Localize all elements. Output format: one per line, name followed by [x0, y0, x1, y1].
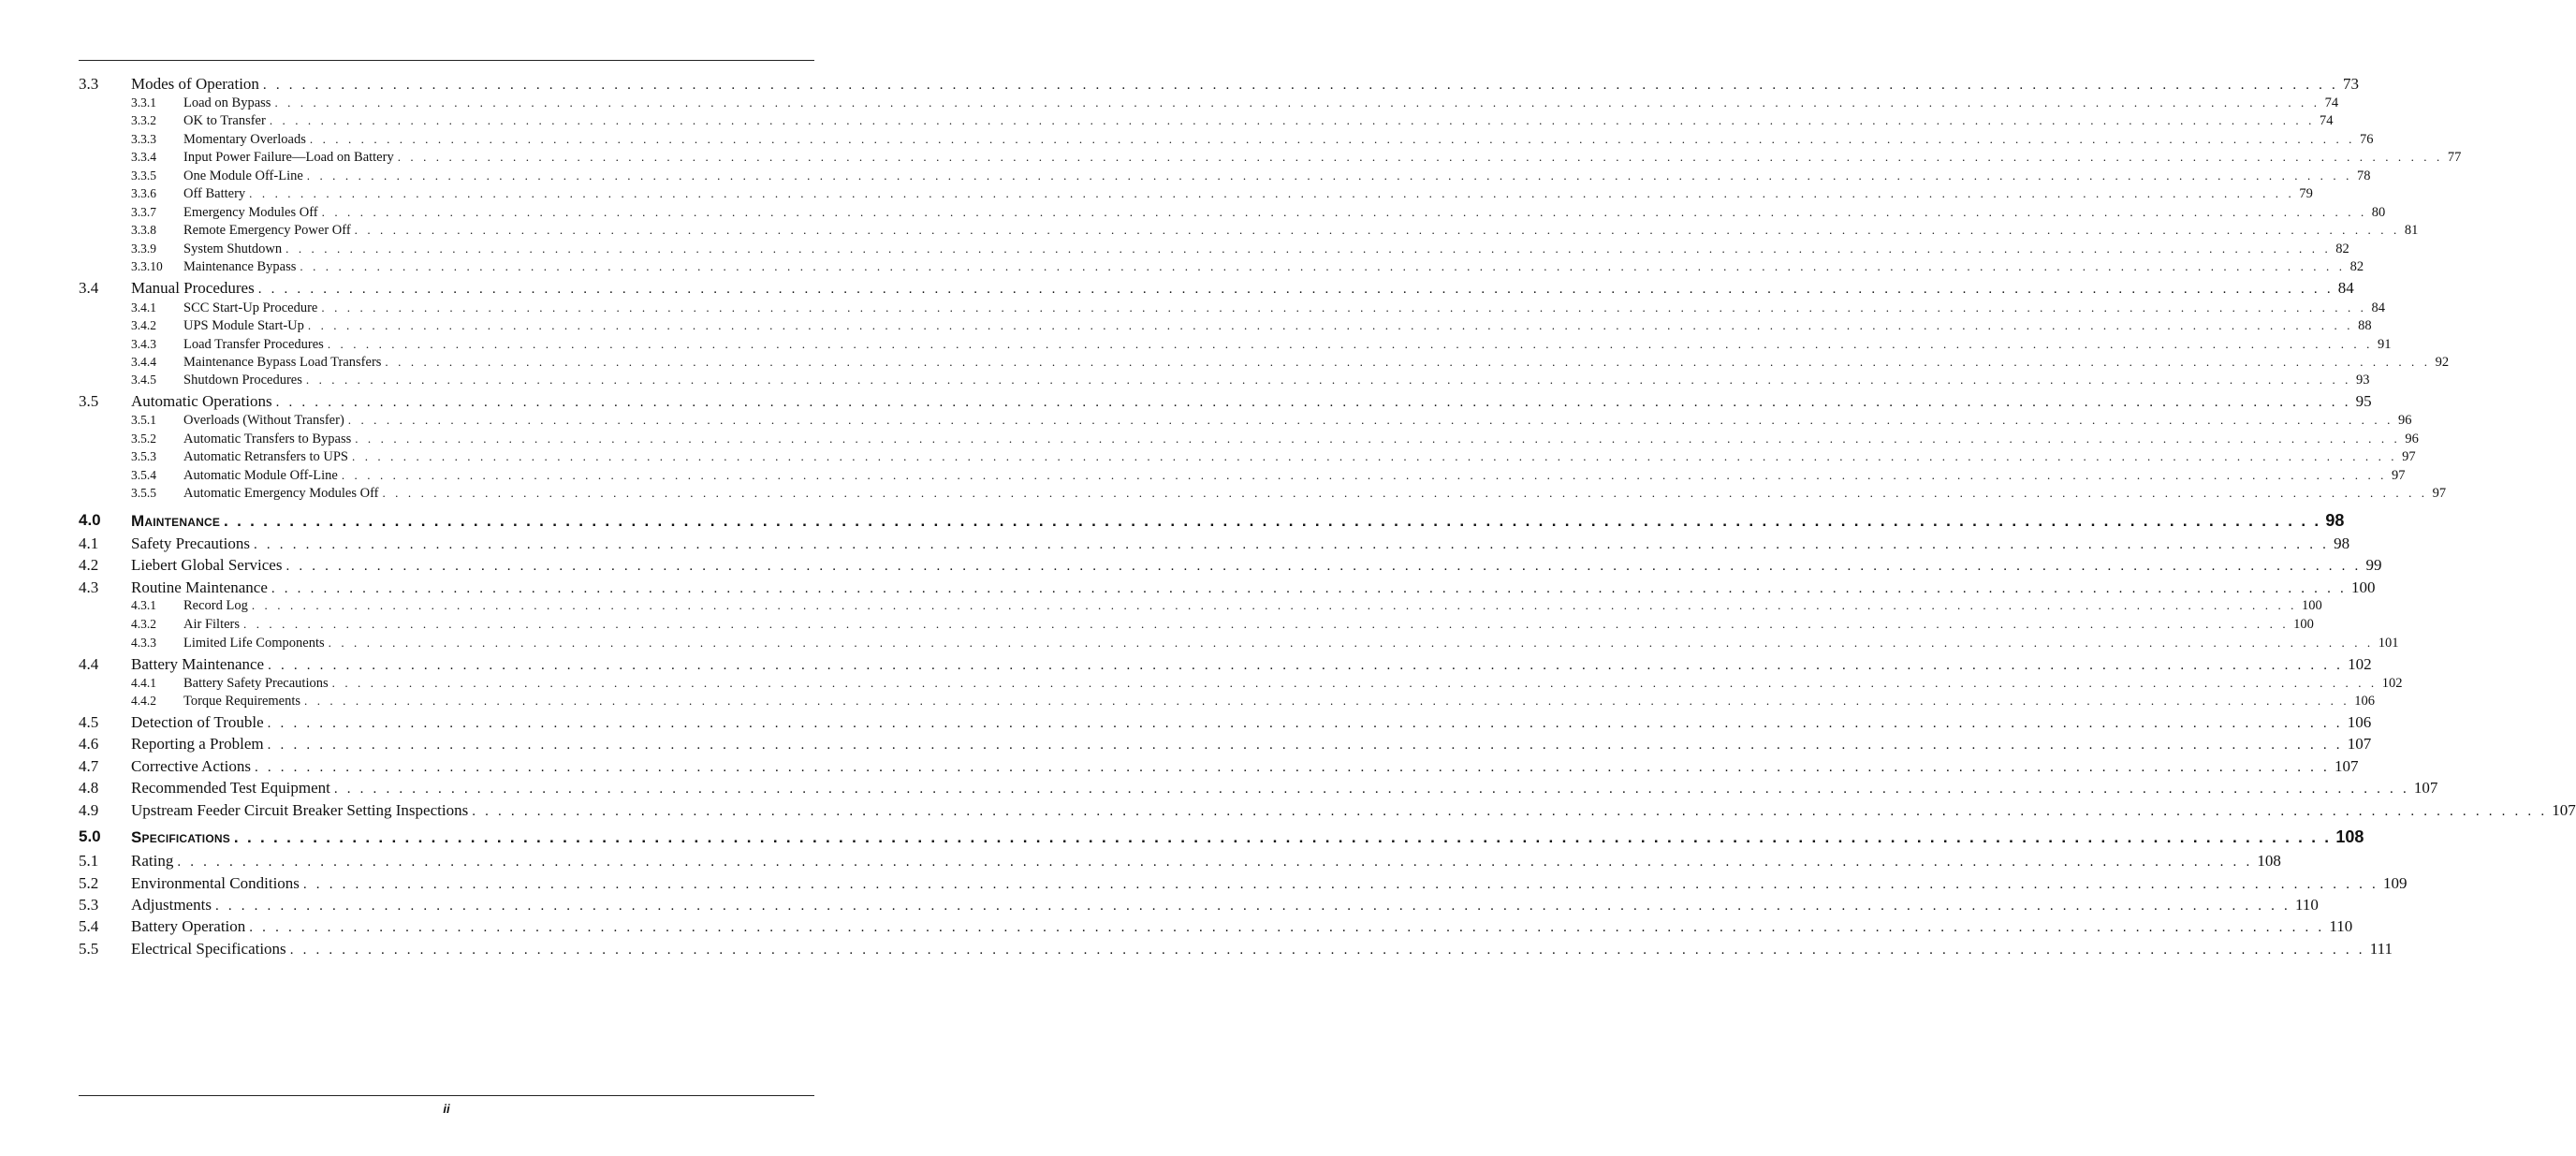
toc-entry-title: OK to Transfer — [183, 112, 270, 130]
toc-entry-number: 3.3.2 — [131, 113, 156, 127]
toc-entry-number: 4.8 — [79, 779, 99, 797]
toc-entry-page: 96 — [2393, 412, 2412, 430]
toc-subsection-entry[interactable] — [79, 466, 2406, 484]
toc-dot-leader: . . . . . . . . . . . . . . . . . . . . . . . . . . . . . . . . . . . . . . . . . . . . . . . . . . . . . . . . . . . . . . . . . . . . . . . . . . . . . . . . . . . . . . . . . . . . . . . . . . . . . . . . . . . . . . . . . . . . . . . . . . . . . . . . . . . . . . . . . . . . . . . . . . . . . . . . . . . . . . . . — [257, 282, 2334, 297]
toc-dot-leader: . . . . . . . . . . . . . . . . . . . . . . . . . . . . . . . . . . . . . . . . . . . . . . . . . . . . . . . . . . . . . . . . . . . . . . . . . . . . . . . . . . . . . . . . . . . . . . . . . . . . . . . . . . . . . . . . . . . . . . . . . . . . . . . . . . . . . . . . . . . . . . . . . . . . . . . . . . . . . . . . — [275, 395, 2351, 410]
toc-entry-title: Rating — [131, 851, 177, 871]
toc-entry-page: 106 — [2343, 712, 2372, 733]
toc-subsection-entry[interactable] — [79, 447, 2416, 465]
toc-dot-leader: . . . . . . . . . . . . . . . . . . . . . . . . . . . . . . . . . . . . . . . . . . . . . . . . . . . . . . . . . . . . . . . . . . . . . . . . . . . . . . . . . . . . . . . . . . . . . . . . . . . . . . . . . . . . . . . . . . . . . . . . . . . . . . . . . . . . . . . . . . . . . . . . . . . . . . . . . . . . . . . . — [243, 617, 2290, 631]
toc-entry-page: 106 — [2349, 693, 2375, 710]
toc-dot-leader: . . . . . . . . . . . . . . . . . . . . . . . . . . . . . . . . . . . . . . . . . . . . . . . . . . . . . . . . . . . . . . . . . . . . . . . . . . . . . . . . . . . . . . . . . . . . . . . . . . . . . . . . . . . . . . . . . . . . . . . . . . . . . . . . . . . . . . . . . . . . . . . . . . . . . . . . . . . . . . . . — [352, 449, 2398, 463]
toc-entry-title: Input Power Failure—Load on Battery — [183, 149, 398, 167]
toc-dot-leader: . . . . . . . . . . . . . . . . . . . . . . . . . . . . . . . . . . . . . . . . . . . . . . . . . . . . . . . . . . . . . . . . . . . . . . . . . . . . . . . . . . . . . . . . . . . . . . . . . . . . . . . . . . . . . . . . . . . . . . . . . . . . . . . . . . . . . . . . . . . . . . . . . . . . . . . . . . . . . . . . — [321, 300, 2367, 315]
toc-chapter-entry[interactable] — [79, 509, 2345, 532]
toc-entry-number: 4.4.1 — [131, 676, 156, 690]
toc-section-entry[interactable] — [79, 712, 2372, 733]
toc-entry-page: 100 — [2289, 616, 2314, 634]
toc-subsection-entry[interactable] — [79, 203, 2386, 221]
toc-entry-page: 97 — [2428, 485, 2447, 503]
toc-subsection-entry[interactable] — [79, 484, 2447, 502]
toc-dot-leader: . . . . . . . . . . . . . . . . . . . . . . . . . . . . . . . . . . . . . . . . . . . . . . . . . . . . . . . . . . . . . . . . . . . . . . . . . . . . . . . . . . . . . . . . . . . . . . . . . . . . . . . . . . . . . . . . . . . . . . . . . . . . . . . . . . . . . . . . . . . . . . . . . . . . . . . . . . . . . . . . — [328, 636, 2374, 650]
toc-entry-number: 3.3.6 — [131, 186, 156, 200]
toc-dot-leader: . . . . . . . . . . . . . . . . . . . . . . . . . . . . . . . . . . . . . . . . . . . . . . . . . . . . . . . . . . . . . . . . . . . . . . . . . . . . . . . . . . . . . . . . . . . . . . . . . . . . . . . . . . . . . . . . . . . . . . . . . . . . . . . . . . . . . . . . . . . . . . . . . . . . . . . . . . . . . . . . — [233, 828, 2332, 846]
toc-entry-number: 3.3 — [79, 75, 99, 93]
toc-entry-number: 3.3.10 — [131, 259, 163, 273]
toc-entry-page: 110 — [2291, 895, 2319, 915]
toc-chapter-entry[interactable] — [79, 826, 2364, 848]
toc-entry-page: 98 — [2320, 509, 2344, 532]
toc-section-entry[interactable] — [79, 654, 2372, 675]
toc-entry-page: 107 — [2409, 778, 2438, 798]
toc-entry-page: 110 — [2324, 916, 2352, 937]
toc-entry-page: 107 — [2330, 756, 2359, 777]
toc-entry-page: 99 — [2362, 555, 2382, 576]
toc-subsection-entry[interactable] — [79, 167, 2371, 184]
toc-dot-leader: . . . . . . . . . . . . . . . . . . . . . . . . . . . . . . . . . . . . . . . . . . . . . . . . . . . . . . . . . . . . . . . . . . . . . . . . . . . . . . . . . . . . . . . . . . . . . . . . . . . . . . . . . . . . . . . . . . . . . . . . . . . . . . . . . . . . . . . . . . . . . . . . . . . . . . . . . . . . . . . . — [382, 486, 2428, 500]
toc-entry-number: 3.4.4 — [131, 355, 156, 369]
toc-entry-title: Air Filters — [183, 616, 243, 634]
toc-entry-number: 3.4 — [79, 279, 99, 297]
toc-entry-number: 3.3.7 — [131, 205, 156, 219]
toc-entry-number: 4.0 — [79, 511, 101, 529]
toc-subsection-entry[interactable] — [79, 674, 2403, 692]
toc-entry-title: Liebert Global Services — [131, 555, 285, 576]
toc-section-entry[interactable] — [79, 873, 2408, 894]
toc-entry-number: 5.3 — [79, 896, 99, 914]
toc-entry-page: 100 — [2347, 578, 2376, 598]
toc-entry-page: 92 — [2431, 354, 2450, 372]
toc-entry-number: 4.9 — [79, 801, 99, 819]
toc-entry-page: 73 — [2338, 74, 2359, 95]
toc-entry-title: Upstream Feeder Circuit Breaker Setting Inspections — [131, 800, 472, 821]
toc-entry-title: Detection of Trouble — [131, 712, 268, 733]
toc-entry-number: 3.5.1 — [131, 413, 156, 427]
toc-entry-page: 101 — [2374, 635, 2399, 652]
toc-section-entry[interactable] — [79, 555, 2382, 576]
toc-dot-leader: . . . . . . . . . . . . . . . . . . . . . . . . . . . . . . . . . . . . . . . . . . . . . . . . . . . . . . . . . . . . . . . . . . . . . . . . . . . . . . . . . . . . . . . . . . . . . . . . . . . . . . . . . . . . . . . . . . . . . . . . . . . . . . . . . . . . . . . . . . . . . . . . . . . . . . . . . . . . . . . . — [285, 241, 2332, 256]
toc-entry-title: Recommended Test Equipment — [131, 778, 334, 798]
toc-entry-page: 108 — [2252, 851, 2281, 871]
toc-entry-number: 5.4 — [79, 917, 99, 935]
toc-entry-page: 84 — [2367, 300, 2386, 317]
toc-entry-number: 5.0 — [79, 827, 101, 845]
toc-entry-title: Automatic Retransfers to UPS — [183, 448, 352, 466]
toc-entry-number: 3.5 — [79, 392, 99, 410]
toc-dot-leader: . . . . . . . . . . . . . . . . . . . . . . . . . . . . . . . . . . . . . . . . . . . . . . . . . . . . . . . . . . . . . . . . . . . . . . . . . . . . . . . . . . . . . . . . . . . . . . . . . . . . . . . . . . . . . . . . . . . . . . . . . . . . . . . . . . . . . . . . . . . . . . . . . . . . . . . . . . . . . . . . — [397, 150, 2443, 164]
toc-entry-number: 3.4.3 — [131, 337, 156, 351]
toc-entry-title: Battery Maintenance — [131, 654, 268, 675]
toc-section-entry[interactable] — [79, 895, 2319, 915]
toc-entry-number: 3.3.5 — [131, 168, 156, 183]
toc-entry-title: Off Battery — [183, 185, 249, 203]
toc-section-entry[interactable] — [79, 391, 2372, 412]
toc-entry-title: Shutdown Procedures — [183, 372, 306, 389]
toc-entry-page: 84 — [2334, 278, 2354, 299]
toc-entry-title: SCC Start-Up Procedure — [183, 300, 321, 317]
toc-section-entry[interactable] — [79, 851, 2281, 871]
toc-entry-title: Specifications — [131, 827, 234, 849]
toc-subsection-entry[interactable] — [79, 184, 2313, 202]
toc-subsection-entry[interactable] — [79, 335, 2392, 353]
toc-dot-leader: . . . . . . . . . . . . . . . . . . . . . . . . . . . . . . . . . . . . . . . . . . . . . . . . . . . . . . . . . . . . . . . . . . . . . . . . . . . . . . . . . . . . . . . . . . . . . . . . . . . . . . . . . . . . . . . . . . . . . . . . . . . . . . . . . . . . . . . . . . . . . . . . . . . . . . . . . . . . . . . . — [306, 168, 2352, 183]
toc-entry-number: 4.4 — [79, 655, 99, 673]
toc-subsection-entry[interactable] — [79, 148, 2462, 166]
toc-entry-page: 82 — [2331, 241, 2349, 258]
toc-entry-title: Record Log — [183, 597, 252, 615]
toc-entry-title: Corrective Actions — [131, 756, 255, 777]
toc-section-entry[interactable] — [79, 734, 2372, 754]
toc-entry-title: One Module Off-Line — [183, 168, 307, 185]
toc-subsection-entry[interactable] — [79, 634, 2399, 651]
header-rule — [79, 60, 814, 61]
toc-entry-number: 5.2 — [79, 874, 99, 892]
toc-entry-page: 88 — [2353, 317, 2372, 335]
toc-entry-number: 3.4.1 — [131, 300, 156, 315]
toc-entry-number: 3.4.2 — [131, 318, 156, 332]
toc-subsection-entry[interactable] — [79, 316, 2372, 334]
toc-entry-title: Adjustments — [131, 895, 215, 915]
toc-entry-title: Routine Maintenance — [131, 578, 271, 598]
toc-dot-leader: . . . . . . . . . . . . . . . . . . . . . . . . . . . . . . . . . . . . . . . . . . . . . . . . . . . . . . . . . . . . . . . . . . . . . . . . . . . . . . . . . . . . . . . . . . . . . . . . . . . . . . . . . . . . . . . . . . . . . . . . . . . . . . . . . . . . . . . . . . . . . . . . . . . . . . . . . . . . . . . . — [472, 804, 2548, 819]
toc-entry-number: 4.7 — [79, 757, 99, 775]
toc-section-entry[interactable] — [79, 534, 2350, 554]
toc-subsection-entry[interactable] — [79, 411, 2412, 429]
toc-section-entry[interactable] — [79, 756, 2359, 777]
toc-entry-number: 4.3.1 — [131, 598, 156, 612]
toc-subsection-entry[interactable] — [79, 221, 2419, 239]
toc-subsection-entry[interactable] — [79, 130, 2374, 148]
toc-dot-leader: . . . . . . . . . . . . . . . . . . . . . . . . . . . . . . . . . . . . . . . . . . . . . . . . . . . . . . . . . . . . . . . . . . . . . . . . . . . . . . . . . . . . . . . . . . . . . . . . . . . . . . . . . . . . . . . . . . . . . . . . . . . . . . . . . . . . . . . . . . . . . . . . . . . . . . . . . . . . . . . . — [262, 78, 2338, 93]
toc-entry-title: Maintenance Bypass Load Transfers — [183, 354, 385, 372]
toc-entry-title: Torque Requirements — [183, 693, 304, 710]
toc-subsection-entry[interactable] — [79, 371, 2370, 388]
toc-dot-leader: . . . . . . . . . . . . . . . . . . . . . . . . . . . . . . . . . . . . . . . . . . . . . . . . . . . . . . . . . . . . . . . . . . . . . . . . . . . . . . . . . . . . . . . . . . . . . . . . . . . . . . . . . . . . . . . . . . . . . . . . . . . . . . . . . . . . . . . . . . . . . . . . . . . . . . . . . . . . . . . . — [285, 559, 2362, 574]
toc-entry-title: Emergency Modules Off — [183, 204, 322, 222]
toc-entry-title: Remote Emergency Power Off — [183, 222, 355, 240]
toc-subsection-entry[interactable] — [79, 353, 2450, 371]
toc-entry-title: Safety Precautions — [131, 534, 254, 554]
toc-dot-leader: . . . . . . . . . . . . . . . . . . . . . . . . . . . . . . . . . . . . . . . . . . . . . . . . . . . . . . . . . . . . . . . . . . . . . . . . . . . . . . . . . . . . . . . . . . . . . . . . . . . . . . . . . . . . . . . . . . . . . . . . . . . . . . . . . . . . . . . . . . . . . . . . . . . . . . . . . . . . . . . . — [300, 259, 2346, 273]
toc-entry-number: 3.5.2 — [131, 432, 156, 446]
toc-entry-title: Automatic Module Off-Line — [183, 467, 342, 485]
toc-dot-leader: . . . . . . . . . . . . . . . . . . . . . . . . . . . . . . . . . . . . . . . . . . . . . . . . . . . . . . . . . . . . . . . . . . . . . . . . . . . . . . . . . . . . . . . . . . . . . . . . . . . . . . . . . . . . . . . . . . . . . . . . . . . . . . . . . . . . . . . . . . . . . . . . . . . . . . . . . . . . . . . . — [321, 205, 2367, 219]
toc-subsection-entry[interactable] — [79, 111, 2334, 129]
toc-subsection-entry[interactable] — [79, 692, 2375, 710]
toc-entry-number: 4.6 — [79, 735, 99, 753]
toc-entry-page: 108 — [2331, 826, 2364, 848]
toc-entry-page: 100 — [2297, 597, 2322, 615]
toc-dot-leader: . . . . . . . . . . . . . . . . . . . . . . . . . . . . . . . . . . . . . . . . . . . . . . . . . . . . . . . . . . . . . . . . . . . . . . . . . . . . . . . . . . . . . . . . . . . . . . . . . . . . . . . . . . . . . . . . . . . . . . . . . . . . . . . . . . . . . . . . . . . . . . . . . . . . . . . . . . . . . . . . — [269, 113, 2315, 127]
toc-entry-number: 4.3.3 — [131, 636, 156, 650]
toc-section-entry[interactable] — [79, 278, 2354, 299]
toc-dot-leader: . . . . . . . . . . . . . . . . . . . . . . . . . . . . . . . . . . . . . . . . . . . . . . . . . . . . . . . . . . . . . . . . . . . . . . . . . . . . . . . . . . . . . . . . . . . . . . . . . . . . . . . . . . . . . . . . . . . . . . . . . . . . . . . . . . . . . . . . . . . . . . . . . . . . . . . . . . . . . . . . — [177, 855, 2253, 870]
toc-entry-page: 82 — [2346, 258, 2364, 276]
toc-section-entry[interactable] — [79, 800, 2576, 821]
toc-entry-page: 102 — [2378, 675, 2403, 693]
toc-dot-leader: . . . . . . . . . . . . . . . . . . . . . . . . . . . . . . . . . . . . . . . . . . . . . . . . . . . . . . . . . . . . . . . . . . . . . . . . . . . . . . . . . . . . . . . . . . . . . . . . . . . . . . . . . . . . . . . . . . . . . . . . . . . . . . . . . . . . . . . . . . . . . . . . . . . . . . . . . . . . . . . . — [304, 694, 2350, 708]
toc-entry-page: 77 — [2443, 149, 2462, 167]
toc-subsection-entry[interactable] — [79, 257, 2364, 275]
toc-entry-number: 4.1 — [79, 534, 99, 552]
toc-subsection-entry[interactable] — [79, 596, 2322, 614]
toc-entry-number: 4.5 — [79, 713, 99, 731]
toc-entry-page: 91 — [2373, 336, 2392, 354]
toc-entry-page: 109 — [2378, 873, 2408, 894]
toc-dot-leader: . . . . . . . . . . . . . . . . . . . . . . . . . . . . . . . . . . . . . . . . . . . . . . . . . . . . . . . . . . . . . . . . . . . . . . . . . . . . . . . . . . . . . . . . . . . . . . . . . . . . . . . . . . . . . . . . . . . . . . . . . . . . . . . . . . . . . . . . . . . . . . . . . . . . . . . . . . . . . . . . — [289, 943, 2365, 958]
toc-entry-page: 79 — [2294, 185, 2313, 203]
toc-dot-leader: . . . . . . . . . . . . . . . . . . . . . . . . . . . . . . . . . . . . . . . . . . . . . . . . . . . . . . . . . . . . . . . . . . . . . . . . . . . . . . . . . . . . . . . . . . . . . . . . . . . . . . . . . . . . . . . . . . . . . . . . . . . . . . . . . . . . . . . . . . . . . . . . . . . . . . . . . . . . . . . . — [249, 920, 2325, 935]
toc-entry-title: Maintenance — [131, 510, 224, 533]
toc-entry-number: 3.3.1 — [131, 95, 156, 110]
toc-dot-leader: . . . . . . . . . . . . . . . . . . . . . . . . . . . . . . . . . . . . . . . . . . . . . . . . . . . . . . . . . . . . . . . . . . . . . . . . . . . . . . . . . . . . . . . . . . . . . . . . . . . . . . . . . . . . . . . . . . . . . . . . . . . . . . . . . . . . . . . . . . . . . . . . . . . . . . . . . . . . . . . . — [347, 413, 2393, 427]
toc-dot-leader: . . . . . . . . . . . . . . . . . . . . . . . . . . . . . . . . . . . . . . . . . . . . . . . . . . . . . . . . . . . . . . . . . . . . . . . . . . . . . . . . . . . . . . . . . . . . . . . . . . . . . . . . . . . . . . . . . . . . . . . . . . . . . . . . . . . . . . . . . . . . . . . . . . . . . . . . . . . . . . . . — [309, 132, 2356, 146]
toc-dot-leader: . . . . . . . . . . . . . . . . . . . . . . . . . . . . . . . . . . . . . . . . . . . . . . . . . . . . . . . . . . . . . . . . . . . . . . . . . . . . . . . . . . . . . . . . . . . . . . . . . . . . . . . . . . . . . . . . . . . . . . . . . . . . . . . . . . . . . . . . . . . . . . . . . . . . . . . . . . . . . . . . — [274, 95, 2320, 110]
toc-entry-title: Battery Operation — [131, 916, 249, 937]
toc-entry-page: 98 — [2329, 534, 2349, 554]
toc-entry-page: 78 — [2352, 168, 2371, 185]
toc-dot-leader: . . . . . . . . . . . . . . . . . . . . . . . . . . . . . . . . . . . . . . . . . . . . . . . . . . . . . . . . . . . . . . . . . . . . . . . . . . . . . . . . . . . . . . . . . . . . . . . . . . . . . . . . . . . . . . . . . . . . . . . . . . . . . . . . . . . . . . . . . . . . . . . . . . . . . . . . . . . . . . . . — [305, 373, 2352, 387]
toc-entry-number: 4.3 — [79, 578, 99, 596]
toc-dot-leader: . . . . . . . . . . . . . . . . . . . . . . . . . . . . . . . . . . . . . . . . . . . . . . . . . . . . . . . . . . . . . . . . . . . . . . . . . . . . . . . . . . . . . . . . . . . . . . . . . . . . . . . . . . . . . . . . . . . . . . . . . . . . . . . . . . . . . . . . . . . . . . . . . . . . . . . . . . . . . . . . — [267, 716, 2343, 731]
toc-subsection-entry[interactable] — [79, 240, 2349, 257]
toc-entry-page: 76 — [2355, 131, 2374, 149]
toc-dot-leader: . . . . . . . . . . . . . . . . . . . . . . . . . . . . . . . . . . . . . . . . . . . . . . . . . . . . . . . . . . . . . . . . . . . . . . . . . . . . . . . . . . . . . . . . . . . . . . . . . . . . . . . . . . . . . . . . . . . . . . . . . . . . . . . . . . . . . . . . . . . . . . . . . . . . . . . . . . . . . . . . — [268, 658, 2344, 673]
toc-entry-title: Automatic Emergency Modules Off — [183, 485, 382, 503]
toc-entry-title: System Shutdown — [183, 241, 285, 258]
toc-dot-leader: . . . . . . . . . . . . . . . . . . . . . . . . . . . . . . . . . . . . . . . . . . . . . . . . . . . . . . . . . . . . . . . . . . . . . . . . . . . . . . . . . . . . . . . . . . . . . . . . . . . . . . . . . . . . . . . . . . . . . . . . . . . . . . . . . . . . . . . . . . . . . . . . . . . . . . . . . . . . . . . . — [249, 186, 2295, 200]
toc-entry-page: 97 — [2397, 448, 2416, 466]
toc-section-entry[interactable] — [79, 74, 2359, 95]
toc-section-entry[interactable] — [79, 916, 2353, 937]
toc-entry-title: Overloads (Without Transfer) — [183, 412, 348, 430]
toc-subsection-entry[interactable] — [79, 430, 2419, 447]
toc-entry-number: 4.4.2 — [131, 694, 156, 708]
toc-section-entry[interactable] — [79, 578, 2376, 598]
toc-section-entry[interactable] — [79, 778, 2438, 798]
toc-entry-page: 96 — [2400, 431, 2419, 448]
toc-dot-leader: . . . . . . . . . . . . . . . . . . . . . . . . . . . . . . . . . . . . . . . . . . . . . . . . . . . . . . . . . . . . . . . . . . . . . . . . . . . . . . . . . . . . . . . . . . . . . . . . . . . . . . . . . . . . . . . . . . . . . . . . . . . . . . . . . . . . . . . . . . . . . . . . . . . . . . . . . . . . . . . . — [254, 760, 2331, 775]
toc-subsection-entry[interactable] — [79, 299, 2386, 316]
toc-entry-title: Maintenance Bypass — [183, 258, 300, 276]
toc-entry-number: 3.3.9 — [131, 241, 156, 256]
toc-dot-leader: . . . . . . . . . . . . . . . . . . . . . . . . . . . . . . . . . . . . . . . . . . . . . . . . . . . . . . . . . . . . . . . . . . . . . . . . . . . . . . . . . . . . . . . . . . . . . . . . . . . . . . . . . . . . . . . . . . . . . . . . . . . . . . . . . . . . . . . . . . . . . . . . . . . . . . . . . . . . . . . . — [331, 676, 2378, 690]
toc-entry-page: 97 — [2387, 467, 2406, 485]
toc-dot-leader: . . . . . . . . . . . . . . . . . . . . . . . . . . . . . . . . . . . . . . . . . . . . . . . . . . . . . . . . . . . . . . . . . . . . . . . . . . . . . . . . . . . . . . . . . . . . . . . . . . . . . . . . . . . . . . . . . . . . . . . . . . . . . . . . . . . . . . . . . . . . . . . . . . . . . . . . . . . . . . . . — [267, 738, 2343, 753]
toc-entry-title: Electrical Specifications — [131, 939, 290, 959]
toc-entry-number: 3.5.5 — [131, 486, 156, 500]
toc-entry-title: Load on Bypass — [183, 95, 274, 112]
toc-dot-leader: . . . . . . . . . . . . . . . . . . . . . . . . . . . . . . . . . . . . . . . . . . . . . . . . . . . . . . . . . . . . . . . . . . . . . . . . . . . . . . . . . . . . . . . . . . . . . . . . . . . . . . . . . . . . . . . . . . . . . . . . . . . . . . . . . . . . . . . . . . . . . . . . . . . . . . . . . . . . . . . . — [302, 877, 2378, 892]
toc-subsection-entry[interactable] — [79, 615, 2314, 633]
toc-entry-number: 3.5.3 — [131, 449, 156, 463]
toc-dot-leader: . . . . . . . . . . . . . . . . . . . . . . . . . . . . . . . . . . . . . . . . . . . . . . . . . . . . . . . . . . . . . . . . . . . . . . . . . . . . . . . . . . . . . . . . . . . . . . . . . . . . . . . . . . . . . . . . . . . . . . . . . . . . . . . . . . . . . . . . . . . . . . . . . . . . . . . . . . . . . . . . — [327, 337, 2373, 351]
toc-entry-title: Environmental Conditions — [131, 873, 303, 894]
toc-subsection-entry[interactable] — [79, 94, 2339, 111]
toc-dot-leader: . . . . . . . . . . . . . . . . . . . . . . . . . . . . . . . . . . . . . . . . . . . . . . . . . . . . . . . . . . . . . . . . . . . . . . . . . . . . . . . . . . . . . . . . . . . . . . . . . . . . . . . . . . . . . . . . . . . . . . . . . . . . . . . . . . . . . . . . . . . . . . . . . . . . . . . . . . . . . . . . — [307, 318, 2354, 332]
toc-entry-title: Momentary Overloads — [183, 131, 310, 149]
toc-entry-number: 3.4.5 — [131, 373, 156, 387]
toc-entry-title: Automatic Transfers to Bypass — [183, 431, 355, 448]
toc-entry-title: Modes of Operation — [131, 74, 263, 95]
toc-entry-page: 74 — [2320, 95, 2339, 112]
toc-entry-title: Battery Safety Precautions — [183, 675, 332, 693]
toc-section-entry[interactable] — [79, 939, 2393, 959]
toc-entry-number: 3.5.4 — [131, 468, 156, 482]
toc-dot-leader: . . . . . . . . . . . . . . . . . . . . . . . . . . . . . . . . . . . . . . . . . . . . . . . . . . . . . . . . . . . . . . . . . . . . . . . . . . . . . . . . . . . . . . . . . . . . . . . . . . . . . . . . . . . . . . . . . . . . . . . . . . . . . . . . . . . . . . . . . . . . . . . . . . . . . . . . . . . . . . . . — [354, 223, 2400, 237]
toc-entry-title: Manual Procedures — [131, 278, 258, 299]
toc-entry-number: 4.3.2 — [131, 617, 156, 631]
toc-entry-number: 3.3.8 — [131, 223, 156, 237]
toc-dot-leader: . . . . . . . . . . . . . . . . . . . . . . . . . . . . . . . . . . . . . . . . . . . . . . . . . . . . . . . . . . . . . . . . . . . . . . . . . . . . . . . . . . . . . . . . . . . . . . . . . . . . . . . . . . . . . . . . . . . . . . . . . . . . . . . . . . . . . . . . . . . . . . . . . . . . . . . . . . . . . . . . — [385, 355, 2431, 369]
toc-entry-number: 5.5 — [79, 940, 99, 958]
toc-entry-page: 111 — [2365, 939, 2393, 959]
toc-entry-number: 3.3.3 — [131, 132, 156, 146]
footer-rule — [79, 1095, 814, 1096]
toc-entry-title: UPS Module Start-Up — [183, 317, 308, 335]
toc-dot-leader: . . . . . . . . . . . . . . . . . . . . . . . . . . . . . . . . . . . . . . . . . . . . . . . . . . . . . . . . . . . . . . . . . . . . . . . . . . . . . . . . . . . . . . . . . . . . . . . . . . . . . . . . . . . . . . . . . . . . . . . . . . . . . . . . . . . . . . . . . . . . . . . . . . . . . . . . . . . . . . . . — [341, 468, 2387, 482]
toc-entry-page: 93 — [2351, 372, 2370, 389]
toc-entry-page: 80 — [2367, 204, 2386, 222]
toc-entry-page: 74 — [2315, 112, 2334, 130]
toc-entry-number: 4.2 — [79, 556, 99, 574]
toc-entry-number: 5.1 — [79, 852, 99, 870]
toc-entry-title: Limited Life Components — [183, 635, 329, 652]
toc-entry-title: Load Transfer Procedures — [183, 336, 328, 354]
toc-entry-page: 81 — [2400, 222, 2419, 240]
toc-entry-page: 102 — [2343, 654, 2372, 675]
toc-dot-leader: . . . . . . . . . . . . . . . . . . . . . . . . . . . . . . . . . . . . . . . . . . . . . . . . . . . . . . . . . . . . . . . . . . . . . . . . . . . . . . . . . . . . . . . . . . . . . . . . . . . . . . . . . . . . . . . . . . . . . . . . . . . . . . . . . . . . . . . . . . . . . . . . . . . . . . . . . . . . . . . . — [271, 581, 2347, 596]
page-number: ii — [443, 1102, 450, 1116]
toc-entry-title: Automatic Operations — [131, 391, 276, 412]
toc-entry-page: 107 — [2343, 734, 2372, 754]
toc-dot-leader: . . . . . . . . . . . . . . . . . . . . . . . . . . . . . . . . . . . . . . . . . . . . . . . . . . . . . . . . . . . . . . . . . . . . . . . . . . . . . . . . . . . . . . . . . . . . . . . . . . . . . . . . . . . . . . . . . . . . . . . . . . . . . . . . . . . . . . . . . . . . . . . . . . . . . . . . . . . . . . . . — [333, 782, 2409, 797]
toc-entry-number: 3.3.4 — [131, 150, 156, 164]
toc-dot-leader: . . . . . . . . . . . . . . . . . . . . . . . . . . . . . . . . . . . . . . . . . . . . . . . . . . . . . . . . . . . . . . . . . . . . . . . . . . . . . . . . . . . . . . . . . . . . . . . . . . . . . . . . . . . . . . . . . . . . . . . . . . . . . . . . . . . . . . . . . . . . . . . . . . . . . . . . . . . . . . . . — [214, 899, 2291, 914]
toc-dot-leader: . . . . . . . . . . . . . . . . . . . . . . . . . . . . . . . . . . . . . . . . . . . . . . . . . . . . . . . . . . . . . . . . . . . . . . . . . . . . . . . . . . . . . . . . . . . . . . . . . . . . . . . . . . . . . . . . . . . . . . . . . . . . . . . . . . . . . . . . . . . . . . . . . . . . . . . . . . . . . . . . — [224, 512, 2321, 530]
toc-dot-leader: . . . . . . . . . . . . . . . . . . . . . . . . . . . . . . . . . . . . . . . . . . . . . . . . . . . . . . . . . . . . . . . . . . . . . . . . . . . . . . . . . . . . . . . . . . . . . . . . . . . . . . . . . . . . . . . . . . . . . . . . . . . . . . . . . . . . . . . . . . . . . . . . . . . . . . . . . . . . . . . . — [254, 537, 2330, 552]
toc-entry-title: Reporting a Problem — [131, 734, 268, 754]
toc-dot-leader: . . . . . . . . . . . . . . . . . . . . . . . . . . . . . . . . . . . . . . . . . . . . . . . . . . . . . . . . . . . . . . . . . . . . . . . . . . . . . . . . . . . . . . . . . . . . . . . . . . . . . . . . . . . . . . . . . . . . . . . . . . . . . . . . . . . . . . . . . . . . . . . . . . . . . . . . . . . . . . . . — [251, 598, 2298, 612]
toc-dot-leader: . . . . . . . . . . . . . . . . . . . . . . . . . . . . . . . . . . . . . . . . . . . . . . . . . . . . . . . . . . . . . . . . . . . . . . . . . . . . . . . . . . . . . . . . . . . . . . . . . . . . . . . . . . . . . . . . . . . . . . . . . . . . . . . . . . . . . . . . . . . . . . . . . . . . . . . . . . . . . . . . — [355, 432, 2401, 446]
toc-entry-page: 95 — [2351, 391, 2372, 412]
toc-entry-page: 107 — [2547, 800, 2576, 821]
